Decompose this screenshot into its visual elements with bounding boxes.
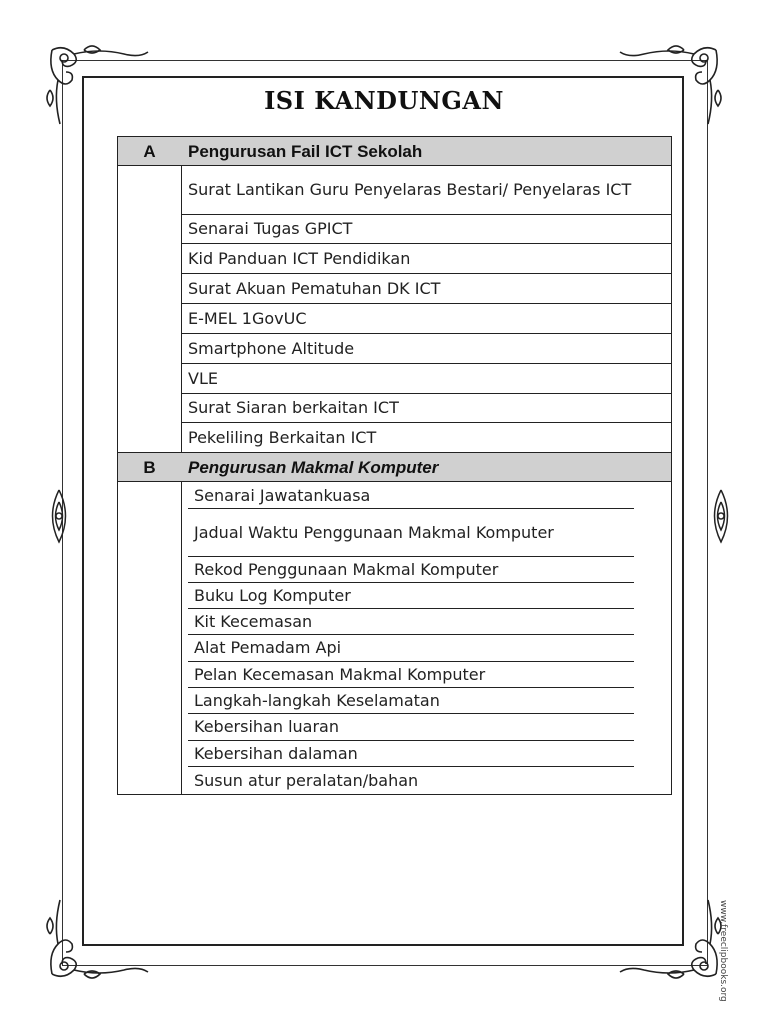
list-item: Pekeliling Berkaitan ICT xyxy=(188,427,377,447)
corner-ornament-top-right xyxy=(614,40,724,130)
list-item: E-MEL 1GovUC xyxy=(182,304,672,334)
section-heading: Pengurusan Fail ICT Sekolah xyxy=(188,142,423,161)
corner-ornament-bottom-left xyxy=(44,894,154,984)
list-item: Kebersihan dalaman xyxy=(188,741,634,767)
section-b-header xyxy=(118,452,671,482)
corner-ornament-bottom-right xyxy=(614,894,724,984)
side-ornament-left xyxy=(42,488,76,544)
section-a-header xyxy=(118,137,671,166)
list-item: Langkah-langkah Keselamatan xyxy=(188,688,634,714)
corner-ornament-top-left xyxy=(44,40,154,130)
list-item: Alat Pemadam Api xyxy=(188,635,634,662)
side-ornament-right xyxy=(704,488,738,544)
list-item: Smartphone Altitude xyxy=(182,334,672,364)
section-heading: Pengurusan Makmal Komputer xyxy=(188,458,439,477)
list-item: Susun atur peralatan/bahan xyxy=(194,770,419,790)
list-item: Kit Kecemasan xyxy=(188,609,634,635)
contents-table xyxy=(117,136,672,795)
list-item: VLE xyxy=(182,364,672,394)
list-item: Jadual Waktu Penggunaan Makmal Komputer xyxy=(188,509,634,557)
list-item: Surat Lantikan Guru Penyelaras Bestari/ Penyelaras ICT xyxy=(182,166,672,215)
watermark-text: www.freeclipbooks.org xyxy=(718,900,728,1002)
list-item: Rekod Penggunaan Makmal Komputer xyxy=(188,557,634,583)
list-item: Surat Akuan Pematuhan DK ICT xyxy=(182,274,672,304)
section-letter: B xyxy=(143,458,156,477)
list-item: Senarai Tugas GPICT xyxy=(182,215,672,244)
list-item: Kid Panduan ICT Pendidikan xyxy=(182,244,672,274)
page-title: ISI KANDUNGAN xyxy=(264,86,504,115)
section-letter: A xyxy=(143,142,156,161)
list-item: Buku Log Komputer xyxy=(188,583,634,609)
list-item: Surat Siaran berkaitan ICT xyxy=(182,394,672,423)
list-item: Pelan Kecemasan Makmal Komputer xyxy=(188,662,634,688)
list-item: Senarai Jawatankuasa xyxy=(188,483,634,509)
list-item: Kebersihan luaran xyxy=(188,714,634,741)
